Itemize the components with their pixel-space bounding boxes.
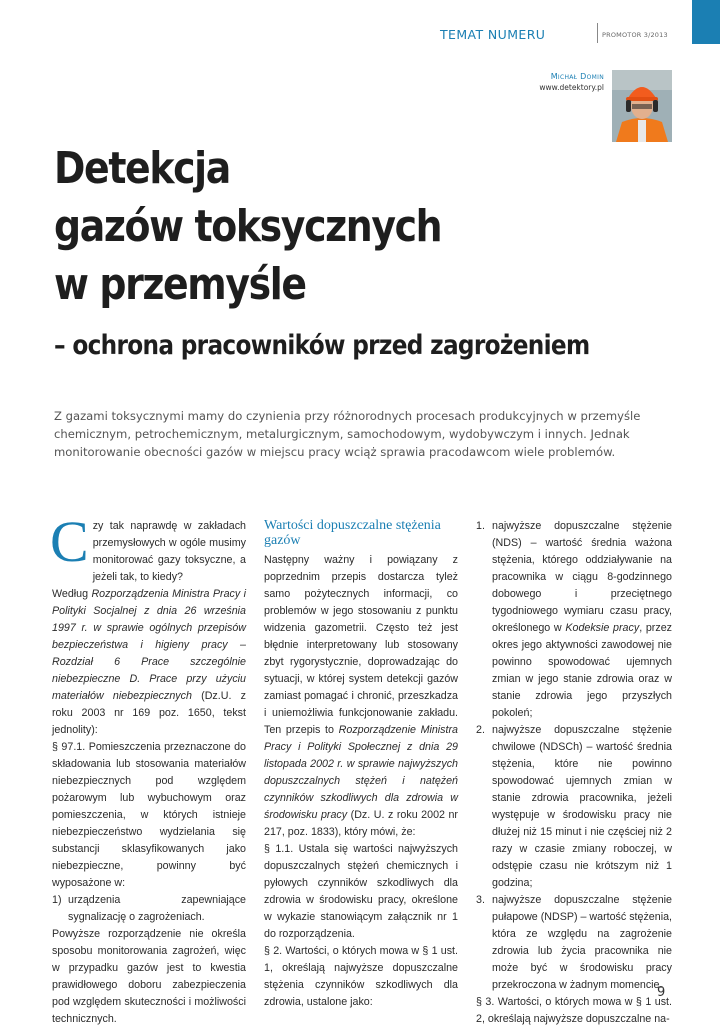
title-line-3: w przemyśle (54, 259, 306, 310)
summary-paragraph: Powyższe rozporządzenie nie określa sposobu monitorowania zagrożeń, więc w przypadku gazów jest to kwestia prawidłowego doboru zabezpieczenia pod względem skuteczności i możliwości technicznych. (52, 928, 246, 1025)
section-label: TEMAT NUMERU (440, 27, 546, 42)
list-item: 1) urządzenia zapewniające sygnalizację o zagrożeniach. (52, 894, 246, 923)
author-name: Michał Domin (550, 72, 604, 81)
section-heading: Wartości dopuszczalne stężenia gazów (264, 518, 441, 548)
paragraph-1-1: § 1.1. Ustala się wartości najwyższych dopuszczalnych stężeń chemicznych i pyłowych czynników szkodliwych dla zdrowia w środowisku pracy, określone w wykazie stanowiącym załącznik nr 1 do rozporządzenia. (264, 843, 458, 940)
list-item: 3. najwyższe dopuszczalne stężenie pułapowe (NDSP) – wartość stężenia, która ze względu na zagrożenie zdrowia lub życia pracownika nie może być w środowisku pracy przekroczona w żadnym momencie. (476, 894, 672, 991)
paragraph-3: § 3. Wartości, o których mowa w § 1 ust. 2, określają najwyższe dopuszczalne na- (476, 996, 672, 1025)
page-number: 9 (657, 985, 666, 1000)
limits-list (476, 518, 672, 994)
regulation-paragraph-2: Następny ważny i powiązany z poprzednim przepis dostarcza tyleż samo pożytecznych informacji, co problemów w jego stosowaniu z punktu widzenia gazometrii. Często też jest błędnie interpretowany lub stosowany zbyt rygorystycznie, doprowadzając do sytuacji, w której system detekcji gazów zamiast pomagać i chronić, przeszkadza i uniemożliwia funkcjonowanie zakładu. Ten przepis to Rozporządzenie Ministra Pracy i Polityki Społecznej z dnia 29 listopada 2002 r. w sprawie najwyższych dopuszczalnych stężeń i natężeń czynników szkodliwych dla zdrowia w środowisku pracy (Dz. U. z roku 2002 nr 217, poz. 1833), który mówi, że: (264, 554, 458, 838)
author-photo (612, 70, 672, 142)
issue-label: PROMOTOR 3/2013 (602, 31, 668, 39)
article-lead: Z gazami toksycznymi mamy do czynienia przy różnorodnych procesach produkcyjnych w przemyśle chemicznym, petrochemicznym, metalurgicznym, samochodowym, wydobywczym i innych. Jednak monitorowanie obecności gazów w miejscu pracy wciąż sprawia pracodawcom wiele problemów. (54, 409, 641, 459)
column-2 (264, 518, 458, 1011)
title-line-2: gazów toksycznych (54, 201, 442, 252)
requirements-list (52, 892, 246, 926)
list-item: 2. najwyższe dopuszczalne stężenie chwilowe (NDSCh) – wartość średnia stężenia, które nie powinno spowodować ujemnych zmian w stanie zdrowia pracownika, jeżeli występuje w środowisku pracy nie dłużej niż 15 minut i nie częściej niż 2 razy w czasie zmiany roboczej, w odstępie czasu nie krótszym niż 1 godzina; (476, 724, 672, 889)
column-1 (50, 509, 247, 1028)
list-item: 1. najwyższe dopuszczalne stężenie (NDS) – wartość średnia ważona stężenia, którego oddziaływanie na pracownika w ciągu 8-godzinnego dobowego i przeciętnego tygodniowego wymiaru czasu pracy, określonego w Kodeksie pracy, przez okres jego aktywności zawodowej nie powinno spowodować ujemnych zmian w jego stanie zdrowia oraz w stanie zdrowia jego przyszłych pokoleń; (476, 520, 672, 719)
column-3 (476, 518, 672, 1028)
article-title (54, 140, 441, 314)
drop-cap: C (50, 509, 89, 574)
intro-paragraph: Czy tak naprawdę w zakładach przemysłowych w ogóle musimy monitorować gazy toksyczne, a jeżeli tak, to kiedy? (50, 509, 246, 583)
section-color-tab (692, 0, 720, 44)
paragraph-97-1: § 97.1. Pomieszczenia przeznaczone do składowania lub stosowania materiałów niebezpiecznych pod względem pożarowym lub wybuchowym oraz pomieszczenia, w których istnieje niebezpieczeństwo wydzielania się substancji sklasyfikowanych jako niebezpieczne, powinny być wyposażone w: (52, 741, 246, 889)
regulation-paragraph: Według Rozporządzenia Ministra Pracy i Polityki Socjalnej z dnia 26 września 1997 r. w sprawie ogólnych przepisów bezpieczeństwa i higieny pracy – Rozdział 6 Prace szczególnie niebezpieczne D. Prace przy użyciu materiałów niebezpiecznych (Dz.U. z roku 2003 nr 169 poz. 1650, tekst jednolity): (52, 588, 247, 736)
author-website: www.detektory.pl (539, 83, 604, 92)
article-subtitle: – ochrona pracowników przed zagrożeniem (54, 330, 590, 361)
header-divider (597, 23, 598, 43)
paragraph-2: § 2. Wartości, o których mowa w § 1 ust. 1, określają najwyższe dopuszczalne stężenia czynników szkodliwych dla zdrowia, ustalone jako: (264, 945, 458, 1008)
title-line-1: Detekcja (54, 143, 230, 194)
